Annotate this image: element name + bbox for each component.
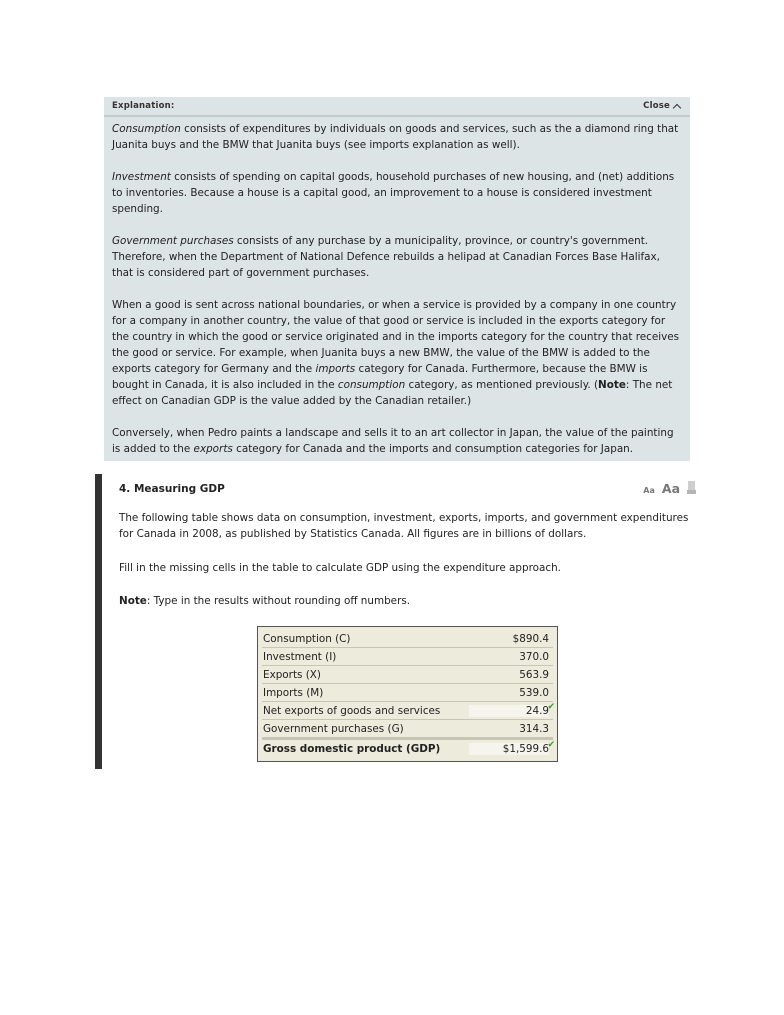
trade-text-3: category, as mentioned previously. (	[405, 379, 599, 391]
investment-paragraph	[112, 169, 680, 217]
trade-paragraph	[112, 297, 680, 409]
row-label: Net exports of goods and services	[263, 704, 441, 717]
trade-text-2: category for Canada. Furthermore, because the BMW is bought in Canada, it is also included in the	[112, 363, 648, 391]
explanation-panel	[104, 97, 690, 461]
close-explanation-button[interactable]	[643, 101, 680, 111]
exports-term: exports	[193, 443, 233, 455]
row-value: 563.9	[519, 668, 549, 681]
row-label: Gross domestic product (GDP)	[263, 742, 441, 755]
explanation-header	[104, 97, 690, 117]
investment-term: Investment	[112, 171, 171, 183]
decrease-font-button[interactable]: Aa	[643, 486, 655, 495]
print-icon[interactable]	[687, 481, 696, 494]
conversely-paragraph	[112, 425, 680, 457]
row-label: Consumption (C)	[263, 632, 351, 645]
note-text: : Type in the results without rounding off numbers.	[146, 595, 411, 607]
checkmark-icon: ✔	[547, 739, 555, 750]
trade-text-1: When a good is sent across national boundaries, or when a service is provided by a company in one country for a company in another country, the value of that good or service is included in the exports category for the country in which the good or service originated and in the imports category for the country that receives the good or service. For example, when Juanita buys a new BMW, the value of the BMW is added to the exports category for Germany and the	[112, 299, 680, 375]
trade-text-4: : The net effect on Canadian GDP is the value added by the Canadian retailer.)	[112, 379, 673, 407]
row-label: Investment (I)	[263, 650, 337, 663]
table-row-exports	[262, 666, 553, 684]
row-label: Imports (M)	[263, 686, 324, 699]
question-note	[119, 593, 689, 609]
consumption-text: consists of expenditures by individuals on goods and services, such as the a diamond ring that Juanita buys and the BMW that Juanita buys (see imports explanation as well).	[112, 123, 679, 151]
row-value: $890.4	[512, 632, 549, 645]
conversely-text-2: category for Canada and the imports and consumption categories for Japan.	[232, 443, 634, 455]
row-label: Exports (X)	[263, 668, 321, 681]
government-text: consists of any purchase by a municipality, province, or country's government. Therefore, when the Department of National Defence rebuilds a helipad at Canadian Forces Base Halifax, that is considered part of government purchases.	[112, 235, 660, 279]
table-row-gdp	[262, 740, 553, 757]
close-label: Close	[643, 101, 670, 111]
table-row-government	[262, 720, 553, 740]
increase-font-button[interactable]: Aa	[661, 481, 680, 496]
net-exports-value: 24.9	[525, 704, 549, 717]
question-title: 4. Measuring GDP	[119, 483, 225, 495]
note-label: Note	[119, 595, 147, 607]
consumption-term: Consumption	[112, 123, 181, 135]
row-value: 370.0	[519, 650, 549, 663]
table-row-consumption	[262, 630, 553, 648]
consumption-term-inline: consumption	[337, 379, 406, 391]
government-paragraph	[112, 233, 680, 281]
consumption-paragraph	[112, 121, 680, 153]
question-intro: The following table shows data on consumption, investment, exports, imports, and government expenditures for Canada in 2008, as published by Statistics Canada. All figures are in billions of dollars.	[119, 512, 689, 540]
table-row-imports	[262, 684, 553, 702]
explanation-body	[104, 117, 690, 461]
imports-term: imports	[315, 363, 356, 375]
gdp-table	[257, 626, 558, 762]
row-value: 539.0	[519, 686, 549, 699]
conversely-text-1: Conversely, when Pedro paints a landscape and sells it to an art collector in Japan, the value of the painting is added to the	[112, 427, 674, 455]
question-instruction: Fill in the missing cells in the table to calculate GDP using the expenditure approach.	[119, 562, 561, 574]
investment-text: consists of spending on capital goods, household purchases of new housing, and (net) additions to inventories. Because a house is a capital good, an improvement to a house is considered investment spending.	[112, 171, 675, 215]
row-label: Government purchases (G)	[263, 722, 404, 735]
gdp-input[interactable]	[469, 739, 555, 755]
trade-note-label: Note	[598, 379, 626, 391]
checkmark-icon: ✔	[547, 701, 555, 712]
chevron-up-icon	[673, 103, 681, 111]
question-tools	[643, 480, 696, 496]
net-exports-input[interactable]	[469, 701, 555, 717]
table-row-net-exports	[262, 702, 553, 720]
table-row-investment	[262, 648, 553, 666]
row-value: 314.3	[519, 722, 549, 735]
government-term: Government purchases	[112, 235, 234, 247]
gdp-value: $1,599.6	[502, 742, 549, 755]
explanation-label: Explanation:	[112, 101, 175, 111]
